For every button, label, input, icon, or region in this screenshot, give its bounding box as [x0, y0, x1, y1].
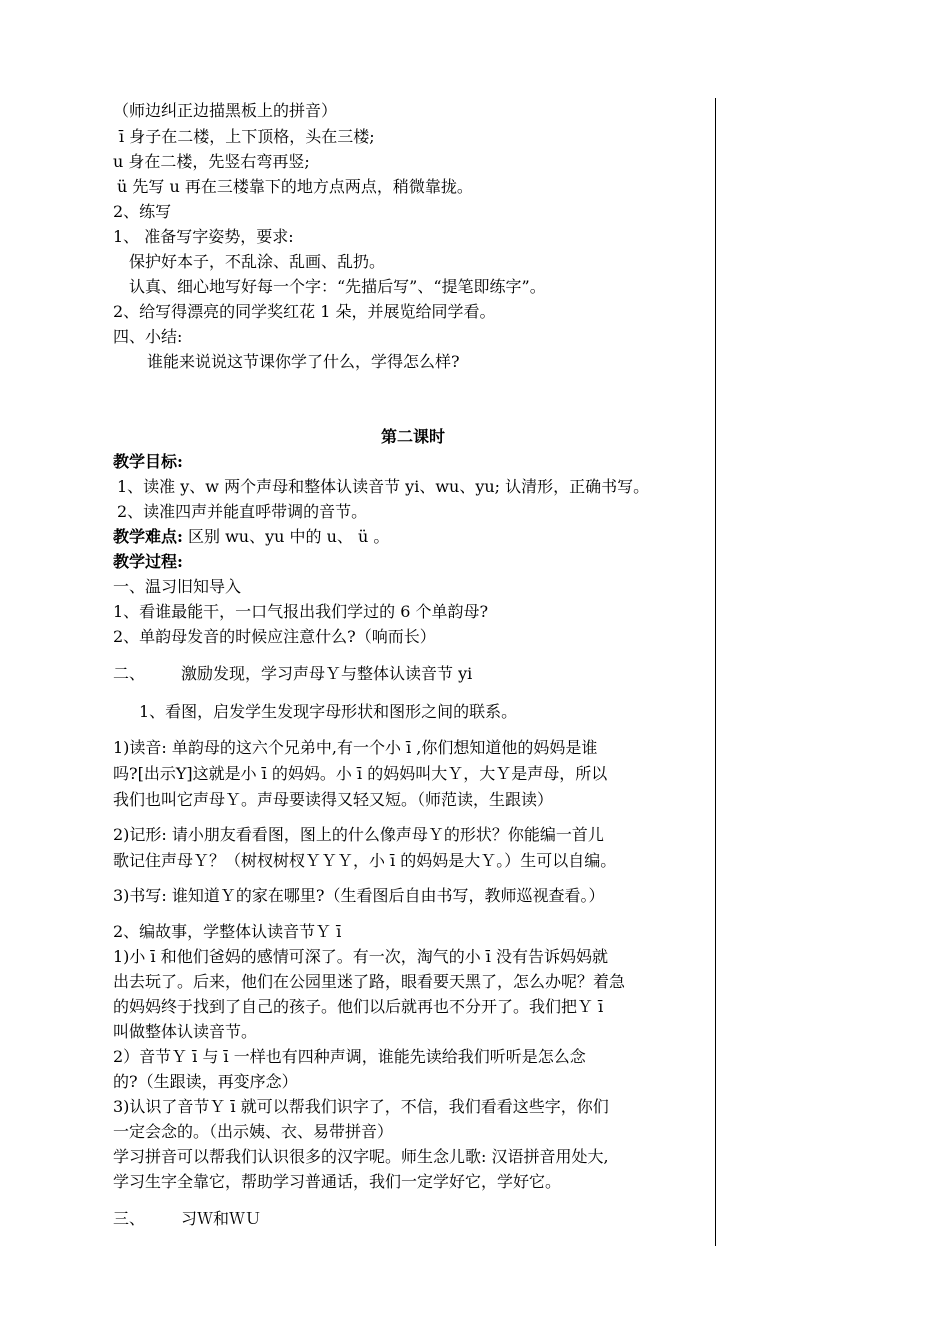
section-2-title: 激励发现，学习声母Ｙ与整体认读音节 yi: [181, 664, 473, 683]
line-reward: 2、给写得漂亮的同学奖红花 1 朵，并展览给同学看。: [113, 302, 496, 321]
process-heading: 教学过程:: [113, 552, 183, 571]
line-protect: 保护好本子，不乱涂、乱画、乱扔。: [129, 252, 386, 271]
difficulty-label: 教学难点:: [113, 527, 183, 546]
para-tone-1: 2）音节Ｙ ī 与 ī 一样也有四种声调，谁能先读给我们听听是怎么念: [113, 1047, 586, 1066]
line-i-rule: ī 身子在二楼，上下顶格，头在三楼;: [119, 127, 375, 146]
para-story-1: 1)小 ī 和他们爸妈的感情可深了。有一次，淘气的小 ī 没有告诉妈妈就: [113, 947, 609, 966]
para-story-4: 叫做整体认读音节。: [113, 1022, 258, 1041]
story-title: 2、编故事，学整体认读音节Ｙ ī: [113, 922, 342, 941]
line-v-rule: ü 先写 u 再在三楼靠下的地方点两点，稍微靠拢。: [117, 177, 473, 196]
para-shape-2: 歌记住声母Ｙ？（树杈树杈ＹＹＹ，小 ī 的妈妈是大Ｙ。）生可以自编。: [113, 851, 617, 870]
para-story-2: 出去玩了。后来，他们在公园里迷了路，眼看要天黑了，怎么办呢？着急: [113, 972, 626, 991]
para-chars-1: 3)认识了音节Ｙ ī 就可以帮我们识字了，不信，我们看看这些字，你们: [113, 1097, 609, 1116]
para-tone-2: 的?（生跟读，再变序念）: [113, 1072, 298, 1091]
section-1-title: 一、温习旧知导入: [113, 577, 242, 596]
goals-heading: 教学目标:: [113, 452, 183, 471]
section-2-step1: 1、看图，启发学生发现字母形状和图形之间的联系。: [139, 702, 518, 721]
goal-1: 1、读准 y、w 两个声母和整体认读音节 yi、wu、yu; 认清形，正确书写。: [117, 477, 650, 496]
para-shape-1: 2)记形: 请小朋友看看图，图上的什么像声母Ｙ的形状？你能编一首儿: [113, 825, 604, 844]
line-posture: 1、 准备写字姿势，要求:: [113, 227, 294, 246]
section-3-title: 习Ｗ和ＷＵ: [181, 1209, 262, 1228]
para-read-2: 吗?[出示Y]这就是小 ī 的妈妈。小 ī 的妈妈叫大Ｙ，大Ｙ是声母，所以: [113, 764, 608, 783]
line-summary-q: 谁能来说说这节课你学了什么，学得怎么样?: [147, 352, 460, 371]
lesson-title: 第二课时: [380, 427, 445, 446]
section-2-number: 二、: [113, 664, 146, 683]
para-story-3: 的妈妈终于找到了自己的孩子。他们以后就再也不分开了。我们把Ｙ ī: [113, 997, 604, 1016]
section-3-number: 三、: [113, 1209, 146, 1228]
line-practice: 2、练写: [113, 202, 172, 221]
table-border-line: [715, 98, 716, 1246]
difficulty-line: [113, 526, 389, 548]
goal-2: 2、读准四声并能直呼带调的音节。: [117, 502, 368, 521]
line-u-rule: u 身在二楼，先竖右弯再竖;: [113, 152, 310, 171]
para-song-1: 学习拼音可以帮我们认识很多的汉字呢。师生念儿歌: 汉语拼音用处大,: [113, 1147, 609, 1166]
para-write: 3)书写: 谁知道Ｙ的家在哪里?（生看图后自由书写，教师巡视查看。）: [113, 886, 605, 905]
section-1-q2: 2、单韵母发音的时候应注意什么?（响而长）: [113, 627, 436, 646]
section-1-q1: 1、看谁最能干，一口气报出我们学过的 6 个单韵母?: [113, 602, 489, 621]
para-chars-2: 一定会念的。（出示姨、衣、易带拼音）: [113, 1122, 394, 1141]
line-note: （师边纠正边描黑板上的拼音）: [113, 101, 338, 120]
para-read-3: 我们也叫它声母Ｙ。声母要读得又轻又短。（师范读，生跟读）: [113, 790, 554, 809]
line-summary: 四、小结:: [113, 327, 183, 346]
line-careful: 认真、细心地写好每一个字：“先描后写”、“提笔即练字”。: [129, 277, 546, 296]
para-read-1: 1)读音: 单韵母的这六个兄弟中,有一个小 ī ,你们想知道他的妈妈是谁: [113, 738, 598, 757]
difficulty-text: 区别 wu、yu 中的 u、 ü 。: [182, 527, 390, 546]
para-song-2: 学习生字全靠它，帮助学习普通话，我们一定学好它，学好它。: [113, 1172, 562, 1191]
